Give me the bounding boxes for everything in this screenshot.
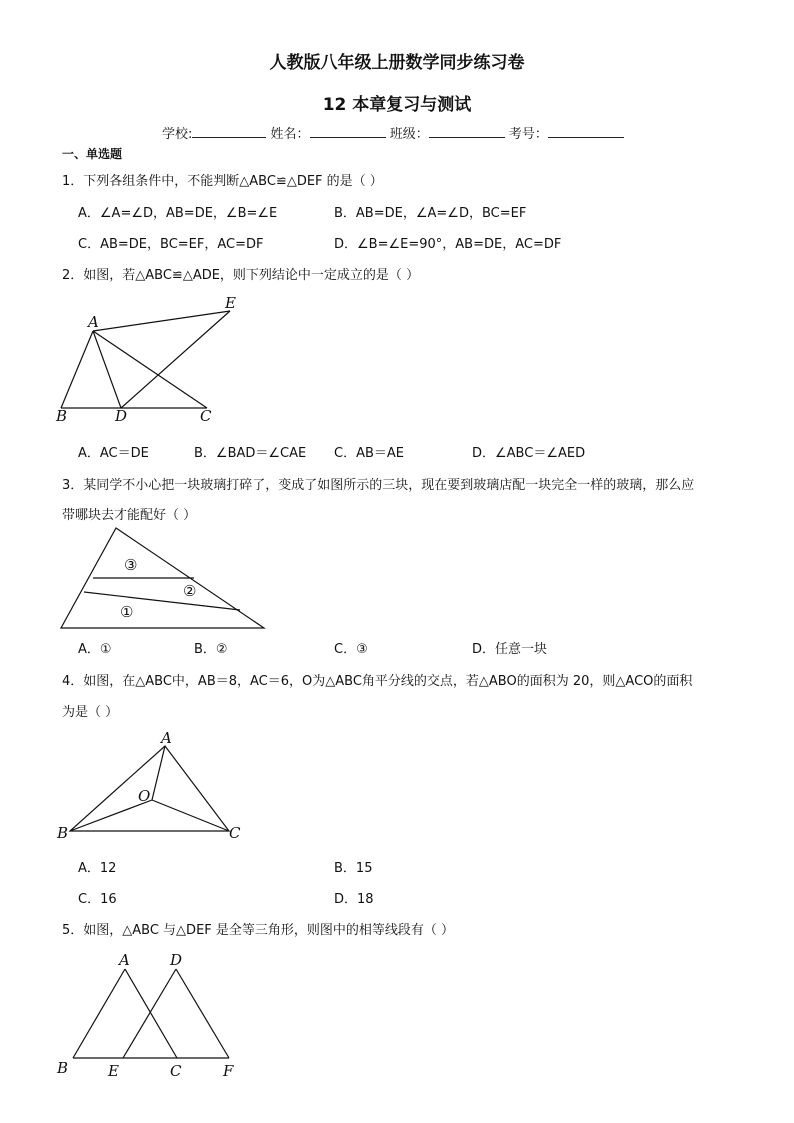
student-info-row [162, 123, 624, 142]
q2-label-e: E [225, 294, 236, 312]
q5-label-d: D [170, 951, 183, 969]
q3-piece-3-label: ③ [124, 556, 138, 574]
school-label: 学校: [162, 127, 193, 142]
q1-option-b[interactable]: B．AB=DE，∠A=∠D，BC=EF [334, 206, 527, 221]
question-4-text-line1: 4．如图，在△ABC中，AB＝8，AC＝6，O为△ABC角平分线的交点，若△ABO的面积为 20，则△ACO的面积 [62, 674, 693, 689]
q5-label-a: A [119, 951, 130, 969]
question-3-text-line2: 带哪块去才能配好（ ） [62, 508, 197, 523]
question-3-text-line1: 3．某同学不小心把一块玻璃打碎了，变成了如图所示的三块，现在要到玻璃店配一块完全一样的玻璃，那么应 [62, 478, 695, 493]
question-5-text: 5．如图，△ABC 与△DEF 是全等三角形，则图中的相等线段有（ ） [62, 923, 455, 938]
class-label: 班级： [389, 127, 429, 142]
q1-option-d[interactable]: D．∠B=∠E=90°，AB=DE，AC=DF [334, 237, 562, 252]
question-4-text-line2: 为是（ ） [62, 705, 119, 720]
q2-label-c: C [200, 407, 212, 425]
q2-label-d: D [115, 407, 128, 425]
q4-option-a[interactable]: A．12 [78, 861, 117, 876]
q3-piece-1-label: ① [120, 603, 134, 621]
q3-option-b[interactable]: B．② [194, 642, 228, 657]
question-1-text: 1．下列各组条件中，不能判断△ABC≌△DEF 的是（ ） [62, 174, 383, 189]
q3-option-d[interactable]: D．任意一块 [472, 642, 548, 657]
q4-option-b[interactable]: B．15 [334, 861, 373, 876]
q3-option-c[interactable]: C．③ [334, 642, 368, 657]
q2-option-d[interactable]: D．∠ABC＝∠AED [472, 446, 586, 461]
q4-option-d[interactable]: D．18 [334, 892, 374, 907]
q4-option-c[interactable]: C．16 [78, 892, 117, 907]
q1-option-a[interactable]: A．∠A=∠D，AB=DE，∠B=∠E [78, 206, 278, 221]
q4-label-c: C [229, 824, 241, 842]
question-2-text: 2．如图，若△ABC≌△ADE，则下列结论中一定成立的是（ ） [62, 268, 420, 283]
q2-label-a: A [88, 313, 99, 331]
q5-label-b: B [57, 1059, 69, 1077]
name-field[interactable] [310, 125, 386, 138]
q2-option-b[interactable]: B．∠BAD＝∠CAE [194, 446, 307, 461]
exam-number-field[interactable] [548, 125, 624, 138]
q2-option-a[interactable]: A．AC＝DE [78, 446, 149, 461]
exam-number-label: 考号： [508, 127, 548, 142]
q5-label-c: C [170, 1062, 182, 1080]
name-label: 姓名： [270, 127, 310, 142]
q4-label-b: B [57, 824, 69, 842]
q5-label-e: E [108, 1062, 119, 1080]
q3-option-a[interactable]: A．① [78, 642, 112, 657]
page-title: 人教版八年级上册数学同步练习卷 [269, 53, 525, 73]
q3-piece-2-label: ② [183, 582, 197, 600]
q1-option-c[interactable]: C．AB=DE，BC=EF，AC=DF [78, 237, 264, 252]
school-field[interactable] [192, 125, 266, 138]
class-field[interactable] [429, 125, 505, 138]
q2-label-b: B [56, 407, 68, 425]
q5-label-f: F [223, 1062, 234, 1080]
page-subtitle: 12 本章复习与测试 [322, 95, 472, 115]
q4-label-o: O [138, 787, 151, 805]
q2-option-c[interactable]: C．AB＝AE [334, 446, 404, 461]
section-heading: 一、单选题 [62, 147, 123, 161]
q4-label-a: A [161, 729, 172, 747]
